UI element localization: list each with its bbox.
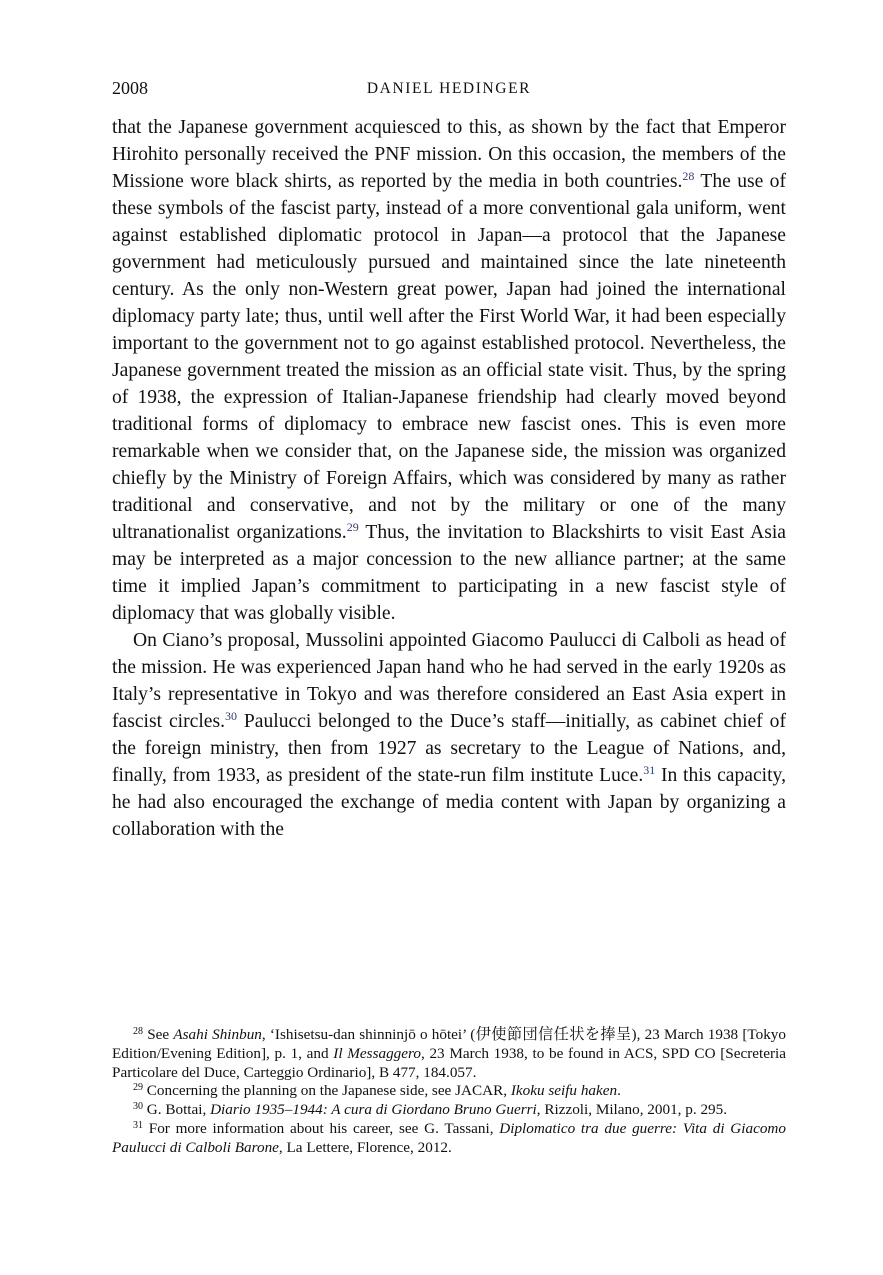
footnote-text: For more information about his career, see G. Tassani, bbox=[143, 1119, 500, 1137]
footnote-italic: Ikoku seifu haken bbox=[510, 1082, 618, 1100]
running-head: DANIEL HEDINGER bbox=[366, 80, 532, 97]
footnote-ref-28[interactable]: 28 bbox=[682, 169, 695, 183]
footnote-ref-29[interactable]: 29 bbox=[346, 520, 359, 534]
paragraph-text: In this capacity, he had also encouraged the exchange of media content with Japan by organizing a collaboration with the bbox=[112, 765, 786, 840]
paragraph-2 bbox=[112, 627, 786, 843]
paragraph-text: The use of these symbols of the fascist party, instead of a more conventional gala uniform, went against established diplomatic protocol in Japan—a protocol that the Japanese government had meticulously pursued and maintained since the late nineteenth century. As the only non-Western great power, Japan had joined the international diplomacy party late; thus, until well after the First World War, it had been especially important to the government not to go against established protocol. Nevertheless, the Japanese government treated the mission as an official state visit. Thus, by the spring of 1938, the expression of Italian-Japanese friendship had clearly moved beyond traditional forms of diplomacy to embrace new fascist ones. This is even more remarkable when we consider that, on the Japanese side, the mission was organized chiefly by the Ministry of Foreign Affairs, which was considered by many as rather traditional and conservative, and not by the military or one of the many ultranationalist organizations. bbox=[112, 171, 786, 543]
footnote-text: , 23 March 1938, to be found in ACS, SPD CO [Secreteria Particolare del Duce, Carteggio Ordinario], B 477, 184.057. bbox=[112, 1044, 786, 1081]
footnote-text: , Rizzoli, Milano, 2001, p. 295. bbox=[536, 1101, 728, 1119]
footnote-italic: Diplomatico tra due guerre: Vita di Giacomo Paulucci di Calboli Barone bbox=[112, 1119, 786, 1156]
footnote-text: See bbox=[143, 1026, 174, 1043]
paragraph-text: On Ciano’s proposal, Mussolini appointed Giacomo Paulucci di Calboli as head of the mission. He was experienced Japan hand who he had served in the early 1920s as Italy’s representative in Tokyo and was therefore considered an East Asia expert in fascist circles. bbox=[112, 630, 786, 732]
footnote-text: , La Lettere, Florence, 2012. bbox=[278, 1138, 452, 1156]
main-text bbox=[112, 114, 786, 843]
footnotes bbox=[112, 1026, 786, 1158]
footnote-italic: Il Messaggero bbox=[333, 1044, 421, 1062]
paragraph-text: Paulucci belonged to the Duce’s staff—initially, as cabinet chief of the foreign ministry, then from 1927 as secretary to the League of Nations, and, finally, from 1933, as president of the state-run film institute Luce. bbox=[112, 711, 786, 786]
footnote-italic: Diario 1935–1944: A cura di Giordano Bruno Guerri bbox=[210, 1101, 537, 1119]
footnote-29 bbox=[112, 1082, 786, 1101]
footnote-28 bbox=[112, 1026, 786, 1082]
footnote-ref-30[interactable]: 30 bbox=[225, 709, 237, 723]
footnote-number: 29 bbox=[133, 1082, 143, 1094]
footnote-31 bbox=[112, 1120, 786, 1158]
footnote-italic: Asahi Shinbun bbox=[173, 1026, 262, 1043]
footnote-number: 28 bbox=[133, 1026, 143, 1037]
footnote-text: , ‘Ishisetsu-dan shinninjō o hōtei’ (伊使節団信任状を捧呈), 23 March 1938 [Tokyo Edition/Evening Edition], p. 1, and bbox=[112, 1026, 786, 1062]
footnote-30 bbox=[112, 1101, 786, 1120]
footnote-text: Concerning the planning on the Japanese side, see JACAR, bbox=[143, 1082, 511, 1100]
footnote-number: 31 bbox=[133, 1119, 143, 1131]
footnote-ref-31[interactable]: 31 bbox=[643, 763, 656, 777]
paragraph-text: that the Japanese government acquiesced to this, as shown by the fact that Emperor Hirohito personally received the PNF mission. On this occasion, the members of the Missione wore black shirts, as reported by the media in both countries. bbox=[112, 117, 786, 192]
footnote-number: 30 bbox=[133, 1101, 143, 1113]
page-header bbox=[112, 78, 786, 106]
footnote-text: . bbox=[617, 1082, 621, 1100]
paragraph-text: Thus, the invitation to Blackshirts to visit East Asia may be interpreted as a major concession to the new alliance partner; at the same time it implied Japan’s commitment to participating in a new fascist style of diplomacy that was globally visible. bbox=[112, 522, 786, 624]
page-number: 2008 bbox=[112, 78, 148, 98]
paragraph-1 bbox=[112, 114, 786, 627]
footnote-text: G. Bottai, bbox=[143, 1101, 211, 1119]
